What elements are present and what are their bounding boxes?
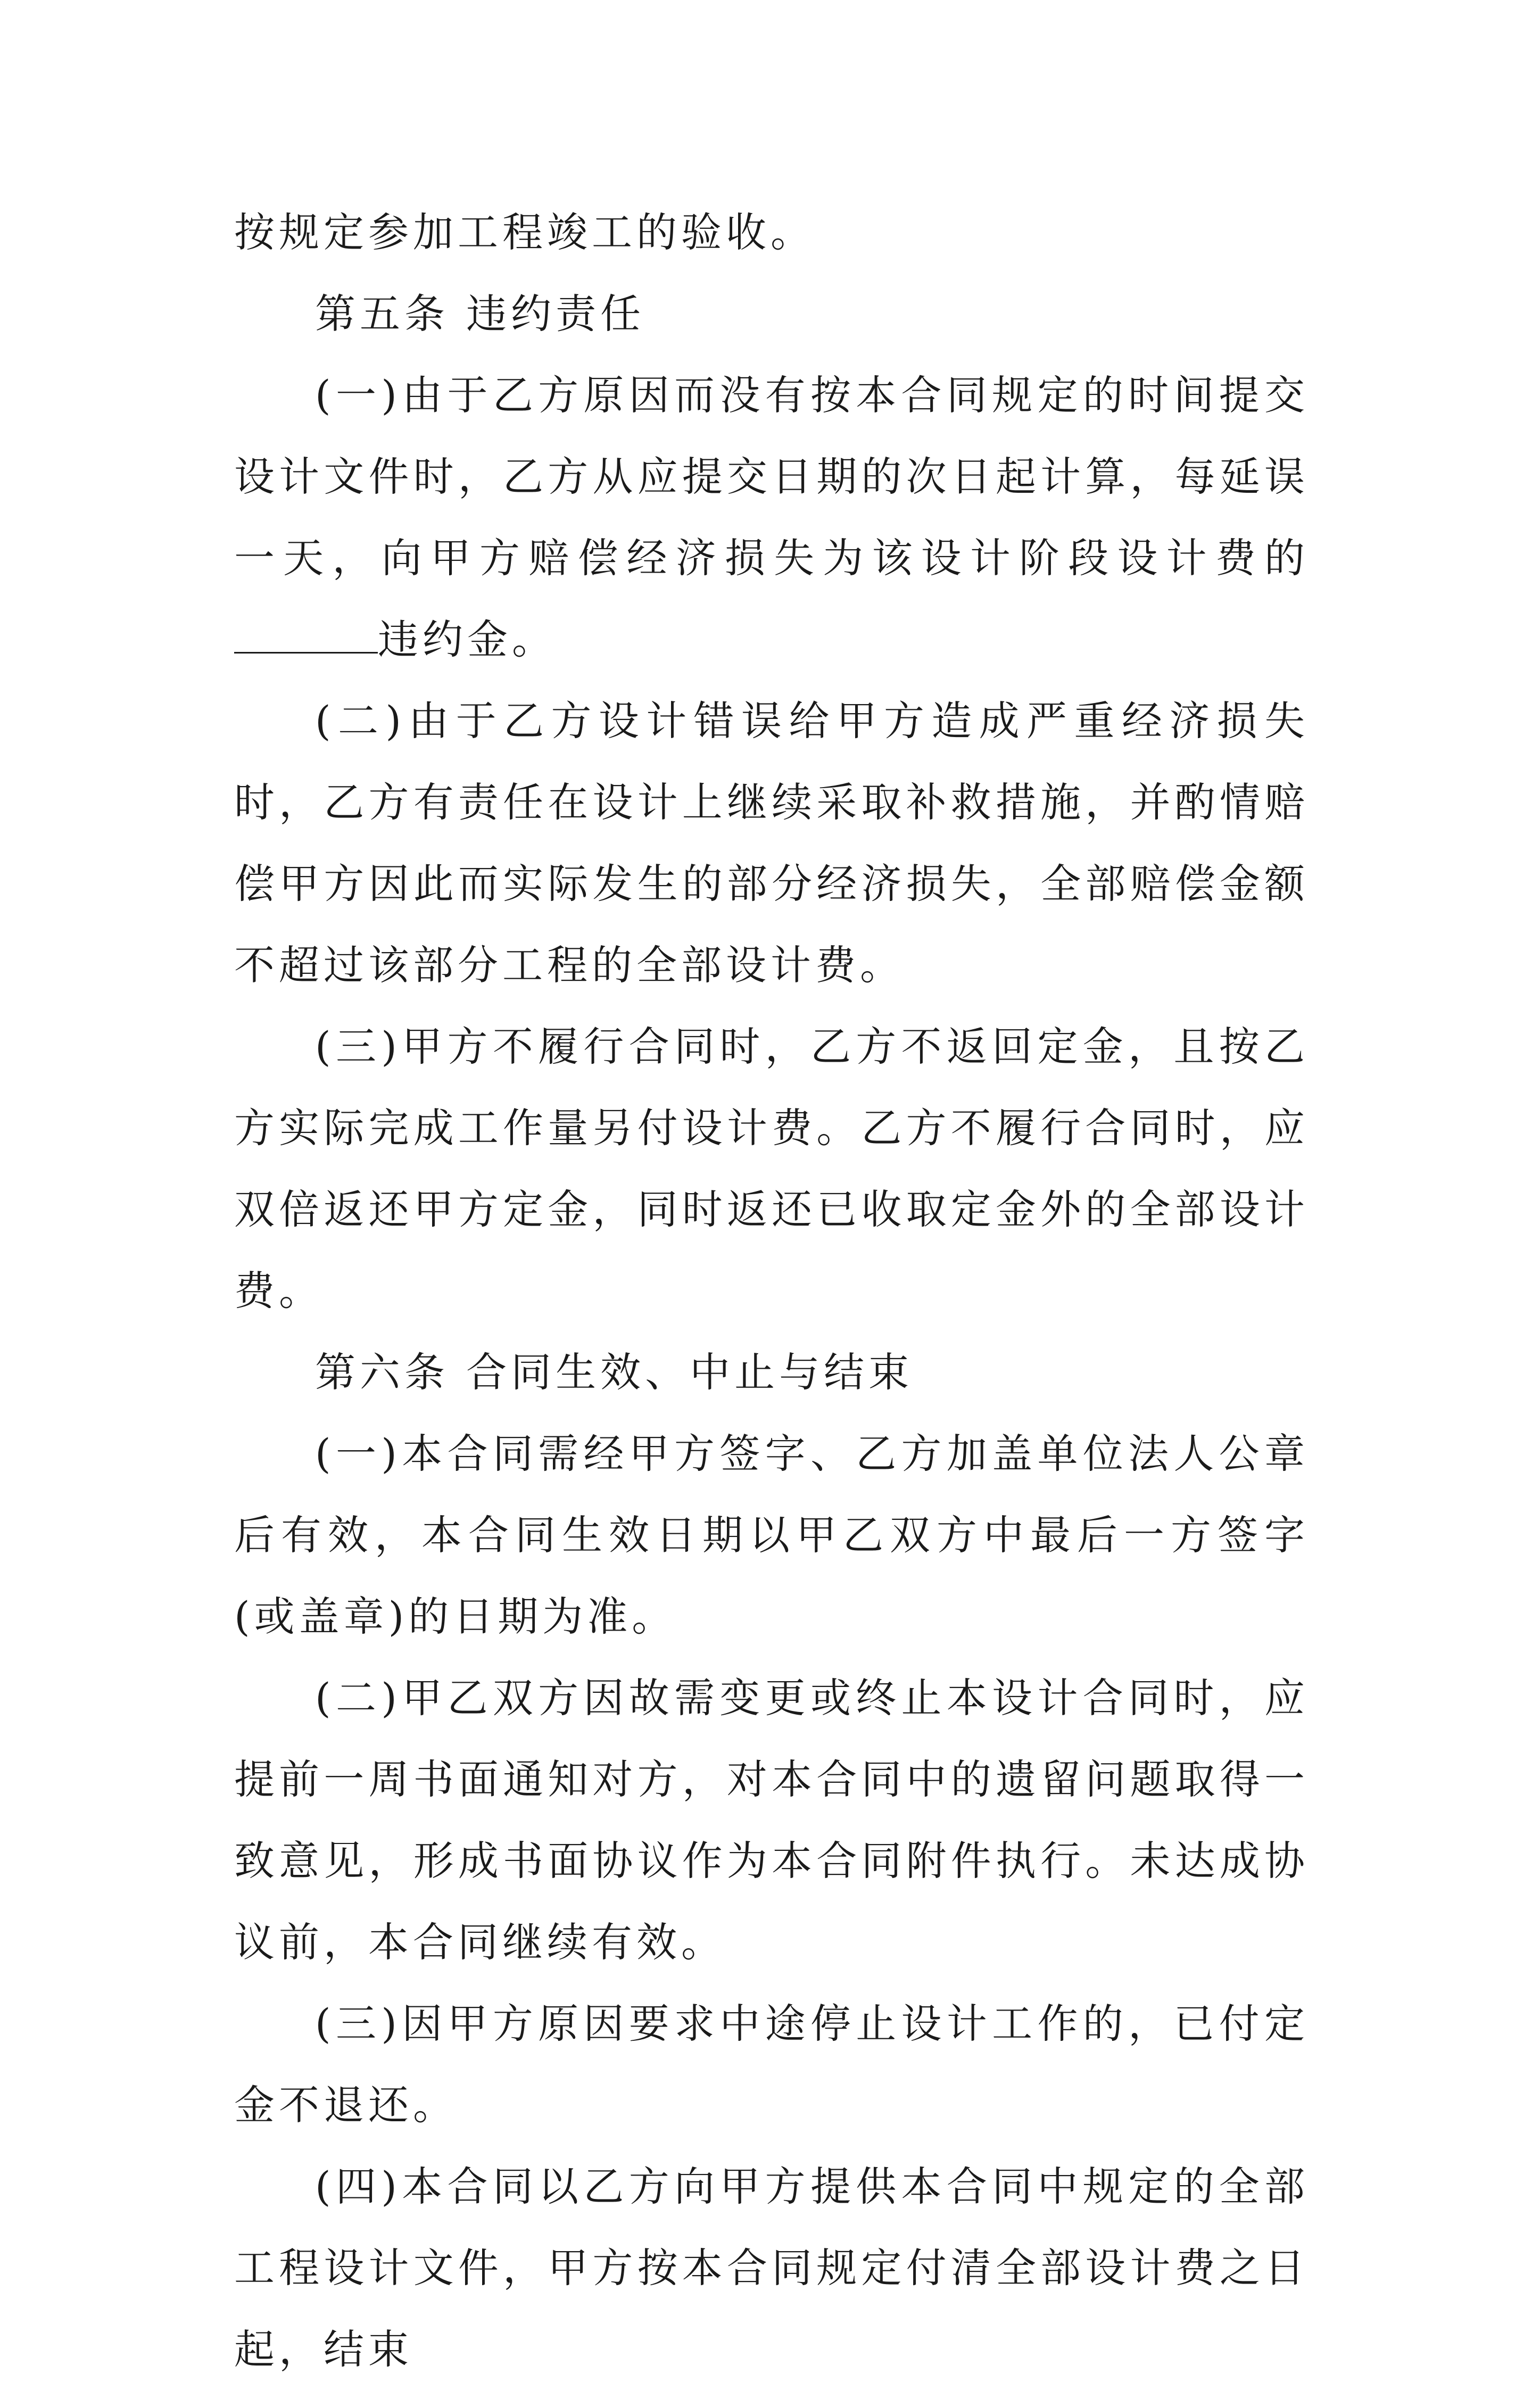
clause-text-tail: 违约金。 [378, 616, 557, 663]
paragraph-text: 按规定参加工程竣工的验收。 [234, 209, 815, 256]
article-title: 第五条 违约责任 [315, 290, 645, 337]
clause-6-3 [234, 1983, 1309, 2146]
document-body [234, 192, 1309, 2390]
clause-6-4 [234, 2146, 1309, 2390]
clause-text: (三)因甲方原因要求中途停止设计工作的，已付定金不退还。 [234, 2000, 1309, 2129]
clause-text: (二)由于乙方设计错误给甲方造成严重经济损失时，乙方有责任在设计上继续采取补救措施，并酌情赔偿甲方因此而实际发生的部分经济损失，全部赔偿金额不超过该部分工程的全部设计费。 [234, 697, 1309, 989]
clause-5-3 [234, 1006, 1309, 1332]
article-heading-5 [234, 273, 1309, 354]
fill-in-blank[interactable] [234, 621, 378, 654]
clause-text: (一)本合同需经甲方签字、乙方加盖单位法人公章后有效，本合同生效日期以甲乙双方中最后一方签字(或盖章)的日期为准。 [234, 1430, 1309, 1640]
clause-6-1 [234, 1413, 1309, 1657]
article-title: 第六条 合同生效、中止与结束 [315, 1349, 914, 1396]
article-heading-6 [234, 1332, 1309, 1413]
clause-text: (三)甲方不履行合同时，乙方不返回定金，且按乙方实际完成工作量另付设计费。乙方不履行合同时，应双倍返还甲方定金，同时返还已收取定金外的全部设计费。 [234, 1023, 1309, 1314]
clause-text: (四)本合同以乙方向甲方提供本合同中规定的全部工程设计文件，甲方按本合同规定付清全部设计费之日起，结束 [234, 2163, 1309, 2373]
clause-5-1 [234, 354, 1309, 680]
clause-5-2 [234, 680, 1309, 1006]
clause-6-2 [234, 1657, 1309, 1983]
paragraph-continuation [234, 192, 1309, 273]
clause-text: (一)由于乙方原因而没有按本合同规定的时间提交设计文件时，乙方从应提交日期的次日起计算，每延误一天，向甲方赔偿经济损失为该设计阶段设计费的 [234, 371, 1309, 582]
clause-text: (二)甲乙双方因故需变更或终止本设计合同时，应提前一周书面通知对方，对本合同中的遗留问题取得一致意见，形成书面协议作为本合同附件执行。未达成协议前，本合同继续有效。 [234, 1674, 1309, 1966]
